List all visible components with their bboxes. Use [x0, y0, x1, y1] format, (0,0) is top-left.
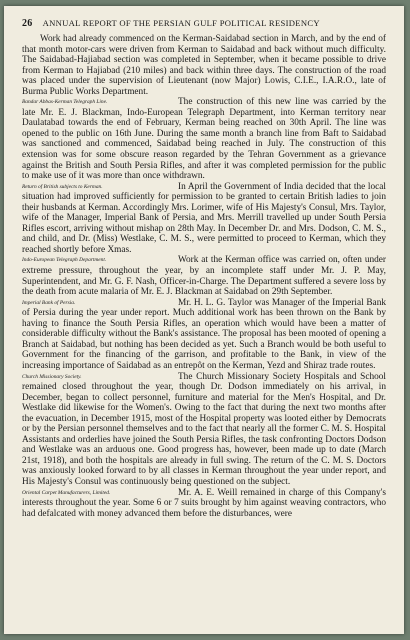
paragraph-text: The construction of this new line was carried by the late Mr. E. J. Blackman, Indo-European Telegraph Department, into Kerman territory near Daulatabad towards the end of February, Kerman being reached on 30th April. The line was opened to the public on 16th June. During the same month a branch line from Baft to Saidabad was sanctioned and commenced, Saidabad being reached in July. The construction of this extension was for some obscure reason regarded by the Tehran Government as a grievance against the British and South Persia Rifles, and after it was completed permission for the public to make use of it was more than once withdrawn. [22, 97, 386, 182]
paragraph-text: Mr. A. E. Weill remained in charge of this Company's interests throughout the year. Some 6 or 7 suits brought by him against weaving contractors, who had defalcated with money advanced them before the disturbances, were [22, 487, 386, 519]
paragraph-text: Mr. H. L. G. Taylor was Manager of the Imperial Bank of Persia during the year under report. Much additional work has been thrown on the Bank by having to finance the South Persia Rifles, an operation which would have been a matter of considerable difficulty without the Bank's assistance. The proposal has been mooted of opening a Branch at Saidabad, but nothing has been decided as yet. Such a Branch would be both useful to Government for the financing of the garrison, and profitable to the Bank, in view of the increasing importance of Saidabad as an entrepôt on the Kerman, Yezd and Shiraz trade routes. [22, 297, 386, 371]
report-body [22, 34, 386, 519]
paragraph-text: The Church Missionary Society Hospitals and School remained closed throughout the year, though Dr. Dodson immediately on his arrival, in December, began to collect personnel, furniture and material for the Men's Hospital, and Dr. Westlake did likewise for the Women's. Owing to the fact that during the next two months after the evacuation, in December 1915, most of the Hospital property was looted either by Democrats or by the Persian personnel themselves and to the fact that nearly all the former C. M. S. Hospital Assistants and orderlies have joined the South Persia Rifles, the task confronting Doctors Dodson and Westlake was an arduous one. Good progress has, however, been made up to date (March 21st, 1918), and both the hospitals are already in full swing. The return of the C. M. S. Doctors was anxiously looked forward to by all classes in Kerman throughout the year under report, and His Majesty's Consul was continuously being questioned on the subject. [22, 371, 386, 487]
paragraph-carpet-manufacturers [22, 488, 386, 520]
paragraph-text: In April the Government of India decided that the local situation had improved sufficiently for permission to be granted to certain British ladies to join their husbands at Kerman. Accordingly Mrs. Lorimer, wife of His Majesty's Consul, Mrs. Taylor, wife of the Manager, Imperial Bank of Persia, and Mrs. Merrill travelled up under South Persia Rifles escort, arriving without mishap on 28th May. In December Dr. and Mrs. Dodson, C. M. S., and child, and Dr. (Miss) Westlake, C. M. S., were permitted to proceed to Kerman, which they reached shortly before Xmas. [22, 181, 386, 255]
margin-note: Oriental Carpet Manufacturers, Limited. [22, 489, 111, 496]
margin-note: Church Missionary Society. [22, 373, 82, 380]
paragraph-text: Work at the Kerman office was carried on, often under extreme pressure, throughout the year, by an incomplete staff under Mr. J. P. May, Superintendent, and Mr. G. F. Nash, Officer-in-Charge. The Department suffered a severe loss by the death from acute malaria of Mr. E. J. Blackman at Saidabad on 29th September. [22, 255, 386, 298]
page-header [22, 18, 382, 29]
margin-note: Bandar Abbas-Kerman Telegraph Line. [22, 99, 108, 106]
paragraph-british-subjects [22, 182, 386, 256]
paragraph-telegraph-department [22, 255, 386, 297]
margin-note: Imperial Bank of Persia. [22, 299, 76, 306]
margin-note: Return of British subjects to Kerman. [22, 183, 103, 190]
paragraph-imperial-bank [22, 298, 386, 372]
page-number: 26 [22, 18, 33, 29]
running-title: ANNUAL REPORT OF THE PERSIAN GULF POLITICAL RESIDENCY [42, 18, 320, 28]
paragraph-church-missionary [22, 372, 386, 488]
report-page [4, 6, 404, 634]
paragraph-road-construction [22, 34, 386, 97]
paragraph-text: Work had already commenced on the Kerman-Saidabad section in March, and by the end of that month motor-cars were driven from Kerman to Saidabad and back without much difficulty. The Saidabad-Hajiabad section was completed in September, when it became possible to drive from Kerman to Hajiabad (210 miles) and back within three days. The construction of the road was placed under the supervision of Lieutenant (now Major) Lowis, C.I.E., I.A.R.O., late of Burma Public Works Department. [22, 34, 386, 97]
paragraph-telegraph-line [22, 97, 386, 181]
margin-note: Indo-European Telegraph Department. [22, 257, 107, 264]
